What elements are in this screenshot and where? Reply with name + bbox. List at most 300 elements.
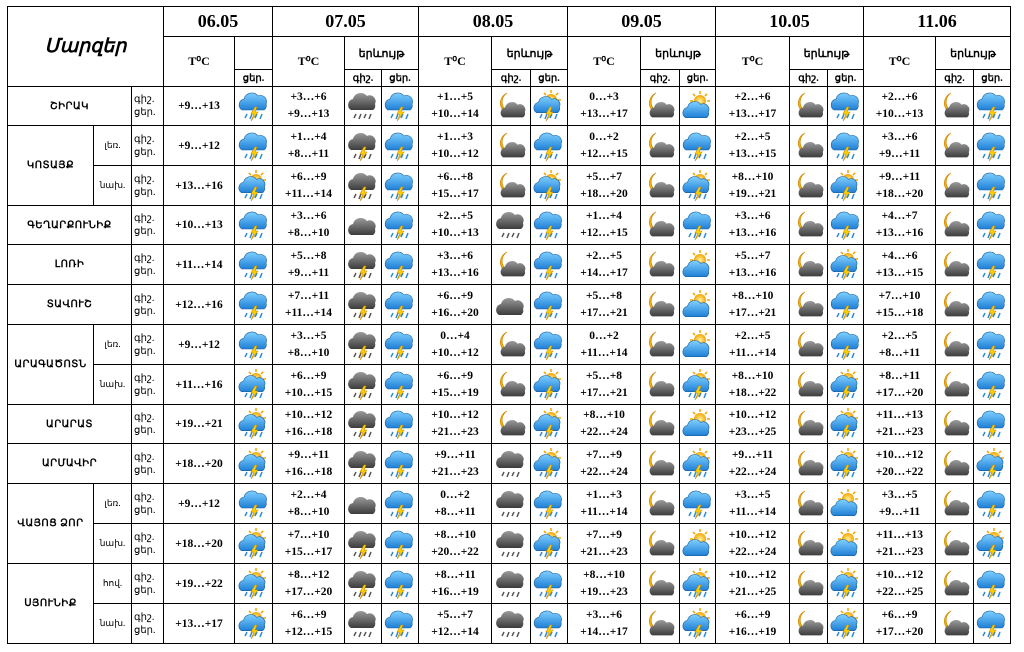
- dark-cloud-icon: [347, 488, 379, 520]
- day-temperature: +19…+21: [728, 187, 777, 200]
- day-temperature: +17…+20: [284, 585, 333, 598]
- moon-cloud-icon: [793, 130, 825, 162]
- temperature-range: [864, 524, 936, 564]
- cloud-rain-thunder-icon: [976, 130, 1008, 162]
- cloud-rain-thunder-icon: [384, 249, 416, 281]
- moon-cloud-icon: [793, 408, 825, 440]
- dark-cloud-thunder-icon: [347, 249, 379, 281]
- weather-icon-cell: [345, 444, 382, 484]
- weather-icon-cell: [680, 484, 716, 524]
- weather-icon-cell: [790, 444, 828, 484]
- night-temperature: +5…+8: [585, 369, 623, 382]
- temperature-range: [568, 166, 641, 206]
- weather-icon-cell: [974, 604, 1011, 644]
- night-temperature: +6…+9: [290, 369, 327, 382]
- temperature-range: [716, 484, 790, 524]
- weather-icon-cell: [790, 87, 828, 126]
- moon-cloud-icon: [793, 528, 825, 560]
- region-subzone: լեռ.: [94, 126, 132, 166]
- weather-icon-cell: [974, 325, 1011, 365]
- night-temperature: 0…+2: [589, 130, 619, 143]
- sun-cloud-thunder-icon: [830, 608, 862, 640]
- weather-icon-cell: [345, 166, 382, 206]
- night-temperature: +8…+10: [583, 409, 625, 421]
- temperature-range: [273, 245, 345, 285]
- phenomenon-header: երևույթ: [492, 37, 568, 70]
- weather-icon-cell: [680, 87, 716, 126]
- temperature-range: [568, 126, 641, 166]
- temperature-range: [419, 604, 492, 644]
- night-temperature: +7…+9: [585, 528, 623, 541]
- day-night-label: [132, 325, 164, 365]
- night-label: գիշ.: [134, 531, 155, 543]
- cloud-rain-thunder-icon: [238, 209, 270, 241]
- temperature-range: [273, 166, 345, 206]
- temperature-range: [568, 444, 641, 484]
- moon-cloud-icon: [644, 130, 676, 162]
- moon-cloud-icon: [939, 568, 971, 600]
- night-temperature: +8…+10: [434, 528, 476, 541]
- cloud-rain-thunder-icon: [533, 329, 565, 361]
- dark-cloud-rain-icon: [495, 568, 527, 600]
- temperature-range: [864, 444, 936, 484]
- weather-icon-cell: [641, 524, 680, 564]
- night-temperature: +3…+5: [290, 329, 327, 342]
- night-label: գիշ.: [134, 571, 155, 583]
- weather-icon-cell: [974, 484, 1011, 524]
- weather-icon-cell: [382, 484, 419, 524]
- weather-icon-cell: [235, 325, 273, 365]
- moon-cloud-icon: [793, 209, 825, 241]
- day-temperature: +21…+23: [875, 426, 924, 438]
- weather-icon-cell: [345, 206, 382, 245]
- day-temperature: +15…+17: [431, 187, 479, 200]
- day-label: ցեր.: [134, 385, 156, 397]
- moon-cloud-icon: [793, 369, 825, 401]
- cloud-rain-thunder-icon: [682, 488, 714, 520]
- day-temperature: +17…+21: [580, 386, 628, 399]
- cloud-rain-thunder-icon: [384, 568, 416, 600]
- moon-cloud-icon: [939, 170, 971, 202]
- weather-icon-cell: [828, 206, 864, 245]
- region-subzone: հով.: [94, 564, 132, 604]
- weather-icon-cell: [974, 126, 1011, 166]
- sun-cloud-icon: [682, 249, 714, 281]
- table-row: [8, 604, 1011, 644]
- sun-cloud-thunder-icon: [976, 448, 1008, 480]
- weather-icon-cell: [790, 524, 828, 564]
- cloud-rain-thunder-icon: [533, 488, 565, 520]
- night-temperature: +3…+6: [734, 210, 771, 222]
- region-subzone: նախ.: [94, 604, 132, 644]
- cloud-rain-thunder-icon: [976, 90, 1008, 122]
- day-label: ցեր.: [134, 107, 156, 118]
- night-temperature: +10…+12: [875, 448, 924, 461]
- day-label: ցեր.: [134, 425, 156, 436]
- day-temperature: +10…+12: [431, 346, 479, 359]
- moon-cloud-icon: [793, 289, 825, 321]
- moon-cloud-icon: [644, 249, 676, 281]
- cloud-rain-thunder-icon: [682, 130, 714, 162]
- region-name: ՇԻՐԱԿ: [8, 87, 132, 126]
- night-temperature: +1…+3: [436, 130, 474, 143]
- sun-cloud-thunder-icon: [533, 369, 565, 401]
- temperature-range: [568, 365, 641, 405]
- night-temperature: +1…+4: [290, 130, 327, 143]
- day-temperature: +16…+19: [431, 585, 479, 598]
- night-temperature: 0…+2: [589, 329, 619, 342]
- weather-icon-cell: [936, 444, 974, 484]
- sun-cloud-thunder-icon: [682, 170, 714, 202]
- night-temperature: +2…+4: [290, 488, 327, 501]
- weather-icon-cell: [790, 365, 828, 405]
- sun-cloud-thunder-icon: [238, 568, 270, 600]
- sun-cloud-thunder-icon: [830, 568, 862, 600]
- weather-icon-cell: [974, 405, 1011, 444]
- day-temperature: +23…+25: [728, 426, 777, 438]
- night-label: գիշ.: [134, 451, 155, 463]
- moon-cloud-icon: [939, 130, 971, 162]
- weather-icon-cell: [235, 166, 273, 206]
- moon-cloud-icon: [644, 448, 676, 480]
- temperature-range: [568, 484, 641, 524]
- day-temperature: +10…+12: [431, 147, 479, 160]
- temperature-range: [419, 166, 492, 206]
- weather-icon-cell: [641, 405, 680, 444]
- weather-icon-cell: [828, 564, 864, 604]
- temp-header: T⁰C: [164, 37, 235, 87]
- night-temperature: +3…+6: [290, 210, 327, 222]
- temperature-value: +19…+22: [164, 564, 235, 604]
- night-temperature: +2…+5: [881, 329, 918, 342]
- weather-icon-cell: [382, 405, 419, 444]
- weather-icon-cell: [235, 87, 273, 126]
- moon-cloud-icon: [644, 289, 676, 321]
- day-temperature: +9…+11: [287, 266, 330, 279]
- region-name: ՎԱՅՈՑ ՁՈՐ: [8, 484, 94, 564]
- day-temperature: +11…+14: [580, 505, 628, 518]
- temperature-range: [273, 484, 345, 524]
- cloud-rain-thunder-icon: [830, 90, 862, 122]
- dark-cloud-rain-icon: [495, 488, 527, 520]
- moon-cloud-icon: [644, 369, 676, 401]
- table-row: [8, 126, 1011, 166]
- weather-icon-cell: [828, 365, 864, 405]
- cloud-rain-thunder-icon: [830, 130, 862, 162]
- weather-icon-cell: [790, 166, 828, 206]
- cloud-rain-thunder-icon: [238, 249, 270, 281]
- temperature-range: [419, 484, 492, 524]
- day-temperature: +8…+10: [287, 346, 330, 359]
- weather-icon-cell: [531, 604, 568, 644]
- night-label: գիշ.: [134, 292, 155, 304]
- date-header: 06.05: [164, 7, 273, 37]
- weather-icon-cell: [936, 285, 974, 325]
- temperature-range: [568, 325, 641, 365]
- temp-header: T⁰C: [864, 37, 936, 87]
- weather-icon-cell: [235, 444, 273, 484]
- night-temperature: +9…+11: [731, 448, 774, 461]
- day-label: ցեր.: [134, 504, 156, 516]
- temperature-value: +13…+17: [164, 604, 235, 644]
- weather-icon-cell: [531, 325, 568, 365]
- weather-icon-cell: [531, 126, 568, 166]
- day-temperature: +14…+17: [580, 625, 628, 638]
- day-temperature: +13…+16: [875, 227, 924, 239]
- day-label: ցեր.: [134, 305, 156, 317]
- weather-icon-cell: [531, 166, 568, 206]
- night-label: գիշ.: [790, 70, 828, 87]
- sun-cloud-icon: [830, 488, 862, 520]
- cloud-rain-thunder-icon: [976, 249, 1008, 281]
- temperature-value: +18…+20: [164, 524, 235, 564]
- temperature-value: +9…+12: [164, 126, 235, 166]
- temperature-value: +19…+21: [164, 405, 235, 444]
- day-temperature: +10…+13: [431, 227, 479, 239]
- dark-cloud-icon: [347, 209, 379, 241]
- weather-icon-cell: [382, 524, 419, 564]
- cloud-rain-thunder-icon: [830, 329, 862, 361]
- weather-icon-cell: [235, 126, 273, 166]
- sun-cloud-thunder-icon: [238, 170, 270, 202]
- day-temperature: +17…+21: [728, 306, 777, 319]
- region-name: ԿՈՏԱՅՔ: [8, 126, 94, 206]
- weather-icon-cell: [492, 405, 531, 444]
- sun-cloud-thunder-icon: [533, 528, 565, 560]
- moon-cloud-icon: [495, 249, 527, 281]
- weather-icon-cell: [382, 245, 419, 285]
- weather-icon-cell: [974, 87, 1011, 126]
- temperature-range: [273, 285, 345, 325]
- weather-icon-cell: [790, 126, 828, 166]
- dark-cloud-thunder-icon: [347, 170, 379, 202]
- temperature-range: [273, 206, 345, 245]
- weather-icon-cell: [828, 87, 864, 126]
- night-temperature: +8…+11: [434, 568, 476, 581]
- sun-cloud-thunder-icon: [682, 608, 714, 640]
- moon-cloud-icon: [644, 568, 676, 600]
- region-name: ՏԱՎՈՒՇ: [8, 285, 132, 325]
- night-temperature: +10…+12: [875, 568, 924, 581]
- day-night-label: [132, 87, 164, 126]
- temperature-range: [716, 206, 790, 245]
- cloud-rain-thunder-icon: [384, 528, 416, 560]
- day-label: ցեր.: [134, 544, 156, 556]
- night-temperature: +11…+13: [876, 409, 923, 421]
- table-row: [8, 206, 1011, 245]
- night-temperature: +4…+7: [881, 210, 918, 222]
- night-temperature: +9…+11: [434, 448, 476, 461]
- phenomenon-header: երևույթ: [641, 37, 716, 70]
- dark-cloud-rain-icon: [495, 448, 527, 480]
- day-night-label: [132, 206, 164, 245]
- weather-icon-cell: [790, 206, 828, 245]
- day-temperature: +16…+18: [284, 426, 333, 438]
- night-temperature: +2…+5: [436, 210, 474, 222]
- moon-cloud-icon: [793, 170, 825, 202]
- dark-cloud-thunder-icon: [347, 130, 379, 162]
- dark-cloud-rain-icon: [495, 608, 527, 640]
- temperature-range: [716, 365, 790, 405]
- temperature-range: [419, 285, 492, 325]
- night-temperature: +6…+9: [436, 369, 474, 382]
- table-row: [8, 325, 1011, 365]
- night-temperature: +6…+9: [881, 608, 918, 621]
- sun-cloud-thunder-icon: [238, 528, 270, 560]
- weather-icon-cell: [235, 524, 273, 564]
- night-temperature: +2…+5: [734, 130, 771, 143]
- moon-cloud-icon: [495, 369, 527, 401]
- day-temperature: +17…+20: [875, 386, 924, 399]
- day-label: ցեր.: [235, 70, 273, 87]
- night-label: գիշ.: [134, 372, 155, 384]
- cloud-rain-thunder-icon: [238, 130, 270, 162]
- weather-icon-cell: [936, 564, 974, 604]
- temperature-range: [419, 444, 492, 484]
- weather-icon-cell: [641, 365, 680, 405]
- day-temperature: +13…+16: [728, 227, 777, 239]
- day-night-label: [132, 524, 164, 564]
- temperature-range: [864, 245, 936, 285]
- moon-cloud-icon: [644, 170, 676, 202]
- night-temperature: +8…+11: [878, 369, 921, 382]
- moon-cloud-icon: [495, 329, 527, 361]
- weather-icon-cell: [790, 325, 828, 365]
- weather-icon-cell: [680, 564, 716, 604]
- weather-icon-cell: [531, 405, 568, 444]
- weather-icon-cell: [974, 285, 1011, 325]
- date-header: 08.05: [419, 7, 568, 37]
- day-temperature: +15…+17: [284, 545, 333, 558]
- night-temperature: +1…+3: [585, 488, 623, 501]
- weather-icon-cell: [974, 365, 1011, 405]
- day-temperature: +8…+10: [287, 227, 330, 239]
- day-temperature: +10…+13: [875, 108, 924, 120]
- weather-icon-cell: [790, 564, 828, 604]
- moon-cloud-icon: [644, 209, 676, 241]
- temperature-range: [716, 166, 790, 206]
- weather-icon-cell: [936, 484, 974, 524]
- night-label: գիշ.: [134, 491, 155, 503]
- day-temperature: +9…+11: [878, 147, 921, 160]
- night-temperature: +5…+7: [734, 249, 771, 262]
- sun-cloud-thunder-icon: [533, 90, 565, 122]
- weather-icon-cell: [235, 206, 273, 245]
- temperature-range: [273, 365, 345, 405]
- cloud-rain-thunder-icon: [976, 289, 1008, 321]
- table-row: [8, 166, 1011, 206]
- sun-cloud-icon: [682, 90, 714, 122]
- date-header: 07.05: [273, 7, 419, 37]
- temperature-range: [419, 524, 492, 564]
- temperature-range: [864, 405, 936, 444]
- moon-cloud-icon: [644, 408, 676, 440]
- temperature-range: [716, 524, 790, 564]
- phenomenon-header: երևույթ: [936, 37, 1011, 70]
- night-label: գիշ.: [345, 70, 382, 87]
- moon-cloud-icon: [939, 209, 971, 241]
- sun-cloud-thunder-icon: [830, 249, 862, 281]
- cloud-rain-thunder-icon: [238, 289, 270, 321]
- day-temperature: +18…+20: [875, 187, 924, 200]
- weather-icon-cell: [936, 87, 974, 126]
- temperature-range: [568, 245, 641, 285]
- night-temperature: +1…+4: [585, 210, 623, 222]
- day-temperature: +21…+23: [431, 465, 479, 478]
- weather-icon-cell: [382, 126, 419, 166]
- weather-icon-cell: [235, 405, 273, 444]
- weather-icon-cell: [382, 564, 419, 604]
- region-name: ԼՈՌԻ: [8, 245, 132, 285]
- cloud-rain-thunder-icon: [533, 568, 565, 600]
- temp-header: T⁰C: [716, 37, 790, 87]
- weather-icon-cell: [641, 126, 680, 166]
- weather-icon-cell: [531, 524, 568, 564]
- temperature-range: [864, 325, 936, 365]
- temperature-range: [716, 126, 790, 166]
- moon-cloud-icon: [939, 448, 971, 480]
- moon-cloud-icon: [495, 130, 527, 162]
- moon-cloud-icon: [644, 608, 676, 640]
- day-temperature: +18…+22: [728, 386, 777, 399]
- weather-icon-cell: [641, 245, 680, 285]
- day-temperature: +12…+15: [580, 147, 628, 160]
- cloud-rain-thunder-icon: [976, 209, 1008, 241]
- temperature-range: [273, 444, 345, 484]
- night-label: գիշ.: [134, 94, 155, 105]
- temperature-range: [273, 524, 345, 564]
- temperature-range: [864, 166, 936, 206]
- temperature-range: [568, 604, 641, 644]
- sun-cloud-icon: [830, 528, 862, 560]
- night-temperature: +8…+10: [731, 369, 774, 382]
- day-label: ցեր.: [828, 70, 864, 87]
- night-temperature: +3…+6: [436, 249, 474, 262]
- table-row: [8, 564, 1011, 604]
- sun-cloud-thunder-icon: [533, 448, 565, 480]
- weather-icon-cell: [641, 166, 680, 206]
- weather-icon-cell: [680, 166, 716, 206]
- night-temperature: +2…+6: [734, 91, 771, 103]
- day-temperature: +11…+14: [285, 306, 332, 319]
- day-temperature: +10…+14: [431, 108, 479, 120]
- sun-cloud-thunder-icon: [238, 608, 270, 640]
- temp-header: T⁰C: [568, 37, 641, 87]
- day-temperature: +16…+18: [284, 465, 333, 478]
- day-temperature: +11…+14: [580, 346, 628, 359]
- sun-cloud-thunder-icon: [830, 369, 862, 401]
- temperature-range: [419, 564, 492, 604]
- weather-icon-cell: [641, 444, 680, 484]
- temperature-range: [568, 564, 641, 604]
- day-temperature: +22…+25: [875, 585, 924, 598]
- day-temperature: +22…+24: [580, 426, 628, 438]
- weather-icon-cell: [531, 206, 568, 245]
- weather-icon-cell: [345, 245, 382, 285]
- night-temperature: +6…+9: [290, 170, 327, 183]
- weather-icon-cell: [531, 285, 568, 325]
- temperature-value: +13…+16: [164, 166, 235, 206]
- sun-cloud-thunder-icon: [533, 170, 565, 202]
- date-header: 10.05: [716, 7, 864, 37]
- weather-icon-cell: [641, 87, 680, 126]
- temperature-range: [864, 604, 936, 644]
- sun-cloud-thunder-icon: [533, 408, 565, 440]
- night-label: գիշ.: [134, 133, 155, 145]
- date-header: 11.06: [864, 7, 1011, 37]
- night-temperature: +3…+6: [881, 130, 918, 143]
- night-label: գիշ.: [492, 70, 531, 87]
